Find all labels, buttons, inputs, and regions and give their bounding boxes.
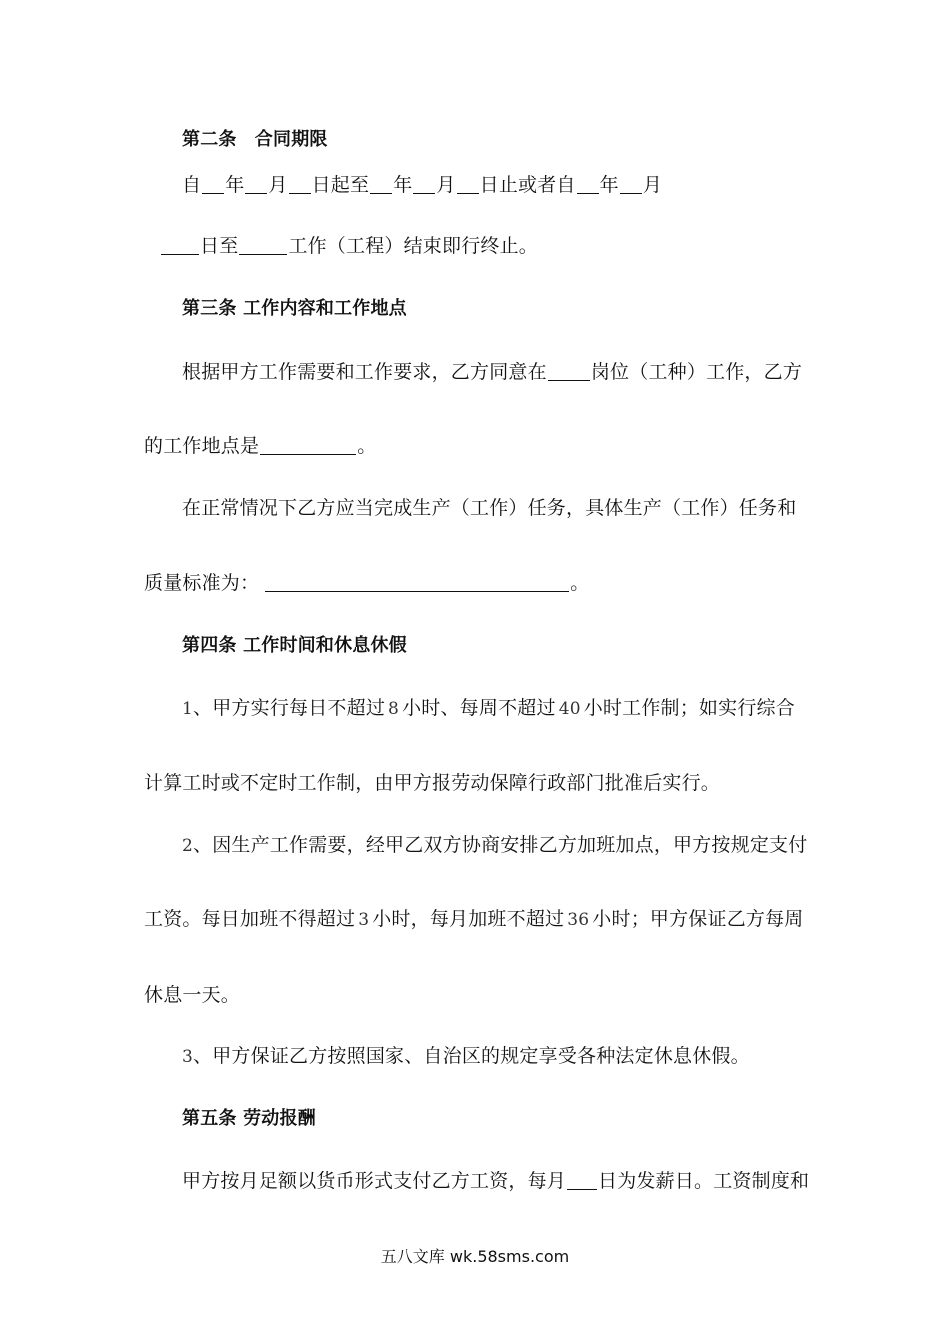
footer-watermark: 五八文库 wk.58sms.com <box>380 1247 570 1266</box>
article-2-term-line-2: 日至 工作（工程）结束即行终止。 <box>160 233 538 259</box>
article-3-paragraph-2: 在正常情况下乙方应当完成生产（工作）任务，具体生产（工作）任务和 <box>182 497 797 519</box>
article-4-item-1: 1、甲方实行每日不超过 8 小时、每周不超过 40 小时工作制；如实行综合 <box>182 697 795 719</box>
article-4-item-3: 3、甲方保证乙方按照国家、自治区的规定享受各种法定休息休假。 <box>182 1045 750 1067</box>
article-4-item-1-cont: 计算工时或不定时工作制，由甲方报劳动保障行政部门批准后实行。 <box>144 772 721 794</box>
article-4-item-2: 2、因生产工作需要，经甲乙双方协商安排乙方加班加点，甲方按规定支付 <box>182 834 808 856</box>
article-2-term-line-1: 自 年 月 日起至 年 月 日止或者自 年 月 <box>182 174 663 196</box>
article-3-heading: 第三条 工作内容和工作地点 <box>182 298 407 319</box>
article-4-item-2-cont: 工资。每日加班不得超过 3 小时，每月加班不超过 36 小时；甲方保证乙方每周 <box>144 908 804 930</box>
article-2-heading: 第二条 合同期限 <box>182 129 328 150</box>
article-3-quality-standard: 质量标准为： 。 <box>144 572 590 594</box>
article-3-paragraph-1: 根据甲方工作需要和工作要求，乙方同意在 岗位（工种）工作，乙方 <box>182 361 803 383</box>
article-5-heading: 第五条 劳动报酬 <box>182 1108 316 1129</box>
article-5-paragraph-1: 甲方按月足额以货币形式支付乙方工资，每月 日为发薪日。工资制度和 <box>182 1170 810 1192</box>
article-4-item-2-end: 休息一天。 <box>144 984 241 1006</box>
article-3-work-location: 的工作地点是 。 <box>144 435 377 457</box>
article-4-heading: 第四条 工作时间和休息休假 <box>182 635 407 656</box>
